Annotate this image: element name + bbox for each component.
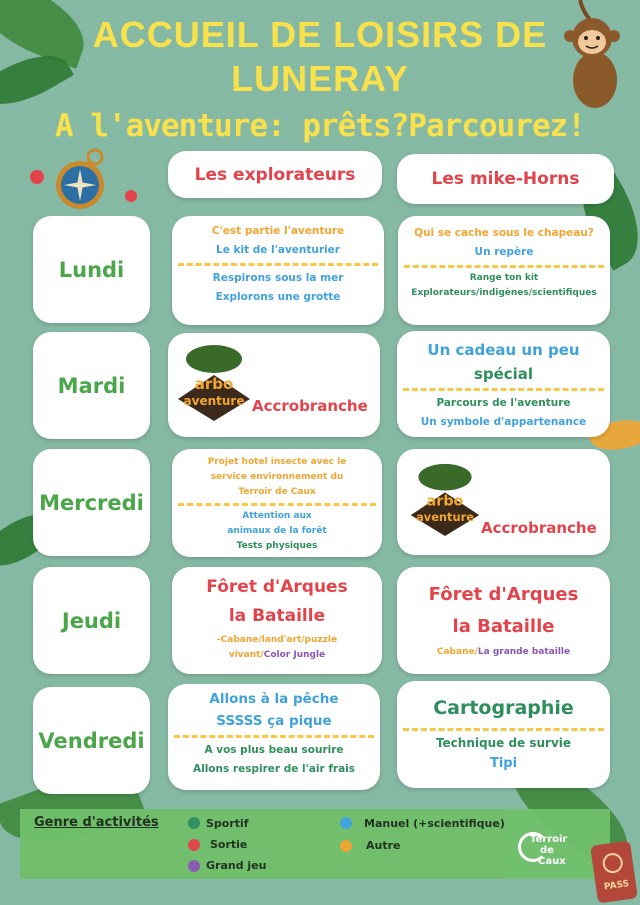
dashed-divider [178,503,376,506]
activity-card-jeudi-explorateurs [172,567,382,674]
day-label: Mardi [57,373,126,398]
dashed-divider [403,728,604,731]
activity-text: vivant/ [228,650,264,660]
legend-dot-autre [340,840,352,852]
activity-card-jeudi-mike-horns [397,567,610,674]
activity-line: Un symbole d'appartenance [420,416,587,428]
page-title-line2: LUNERAY [231,58,409,99]
arbo-aventure-logo [174,341,254,423]
group-header-label: Les mike-Horns [431,169,580,189]
day-label-mercredi [33,449,150,556]
legend-label: Manuel (+scientifique) [364,817,505,830]
activity-line: SSSSS ça pique [216,713,332,729]
day-label-jeudi [33,567,150,674]
activity-label: Accrobranche [252,397,368,415]
day-label: Jeudi [61,608,122,633]
legend-title: Genre d'activités [34,815,159,830]
activity-line: spécial [473,365,534,383]
day-label-mardi [33,332,150,439]
day-label: Vendredi [38,728,145,753]
activity-line: -Cabane/land'art/puzzle [216,635,338,645]
page-title-line1: ACCUEIL DE LOISIRS DE [92,14,548,55]
group-header-mike-horns [397,154,614,204]
activity-card-mardi-explorateurs [168,333,380,437]
activity-line: Tipi [489,756,518,771]
arbo-logo-text: aventure [416,509,474,524]
activity-line: Un repère [474,246,534,258]
activity-line: Fôret d'Arques [206,577,348,597]
activity-label: Accrobranche [481,519,597,537]
activity-line: la Bataille [228,606,326,626]
activity-line: Range ton kit [469,273,539,283]
activity-card-vendredi-explorateurs [168,684,380,790]
dashed-divider [404,265,604,268]
legend-dot-grand-jeu [188,860,200,872]
dashed-divider [174,735,374,738]
activity-line-mixed [397,645,610,660]
activity-line: A vos plus beau sourire [204,744,344,756]
activity-line: Allons respirer de l'air frais [192,763,356,775]
terroir-de-caux-logo [518,826,578,876]
activity-line: Technique de survie [435,736,572,750]
activity-line-mixed [172,648,382,663]
activity-line: Explorateurs/indigènes/scientifiques [411,288,597,298]
activity-text: La grande bataille [477,647,571,657]
activity-line: Le kit de l'aventurier [216,244,340,256]
dashed-divider [178,263,378,266]
legend-label: Autre [366,839,401,852]
brand-text: de [540,845,554,856]
group-header-label: Les explorateurs [194,164,356,185]
activity-line: Un cadeau un peu [427,341,580,359]
arbo-logo-text: aventure [183,394,245,408]
activity-line: Qui se cache sous le chapeau? [414,227,594,239]
activity-line: Allons à la pêche [209,691,339,707]
activity-line: Tests physiques [236,541,318,551]
day-label: Mercredi [39,490,144,515]
activity-line: C'est partie l'aventure [211,225,345,237]
compass-icon [50,145,120,215]
activity-line: Terroir de Caux [238,487,316,497]
legend-label: Sortie [210,838,248,851]
brand-text: Caux [538,856,566,867]
dashed-divider [403,388,604,391]
legend-dot-sortie [188,839,200,851]
brand-text: Terroir [530,834,568,845]
activity-card-lundi-explorateurs [172,216,384,325]
legend-dot-manuel [340,817,352,829]
page-subtitle: A l'aventure: prêts?Parcourez! [55,108,585,144]
activity-line: Attention aux [242,511,312,521]
activity-line: Parcours de l'aventure [436,397,571,409]
day-label: Lundi [58,257,125,282]
activity-card-lundi-mike-horns [398,216,610,325]
activity-text: Color Jungle [263,650,326,660]
day-label-vendredi [33,687,150,794]
activity-line: animaux de la forêt [227,526,327,536]
activity-card-mercredi-mike-horns [397,449,610,555]
activity-card-vendredi-mike-horns [397,681,610,788]
activity-line: Explorons une grotte [215,291,341,303]
activity-text: Cabane/ [436,647,478,657]
arbo-logo-text: arbo [194,375,234,393]
arbo-aventure-logo [407,459,483,539]
flower-decoration [125,190,137,202]
globe-icon [601,852,624,875]
group-header-explorateurs [168,151,382,198]
legend-label: Sportif [206,817,249,830]
activity-line: Fôret d'Arques [428,584,579,605]
legend-dot-sportif [188,817,200,829]
activity-line: service environnement du [210,472,344,482]
pass-label: PASS [603,879,630,893]
activity-line: Cartographie [433,697,574,719]
flower-decoration [30,170,44,184]
activity-card-mercredi-explorateurs [172,449,382,557]
day-label-lundi [33,216,150,323]
legend-label: Grand jeu [206,859,267,872]
activity-line: Projet hotel insecte avec le [207,457,347,467]
activity-card-mardi-mike-horns [397,331,610,437]
pass-card-icon [590,840,638,903]
activity-line: la Bataille [452,616,555,637]
activity-line: Respirons sous la mer [212,272,344,284]
arbo-logo-text: arbo [426,493,464,510]
